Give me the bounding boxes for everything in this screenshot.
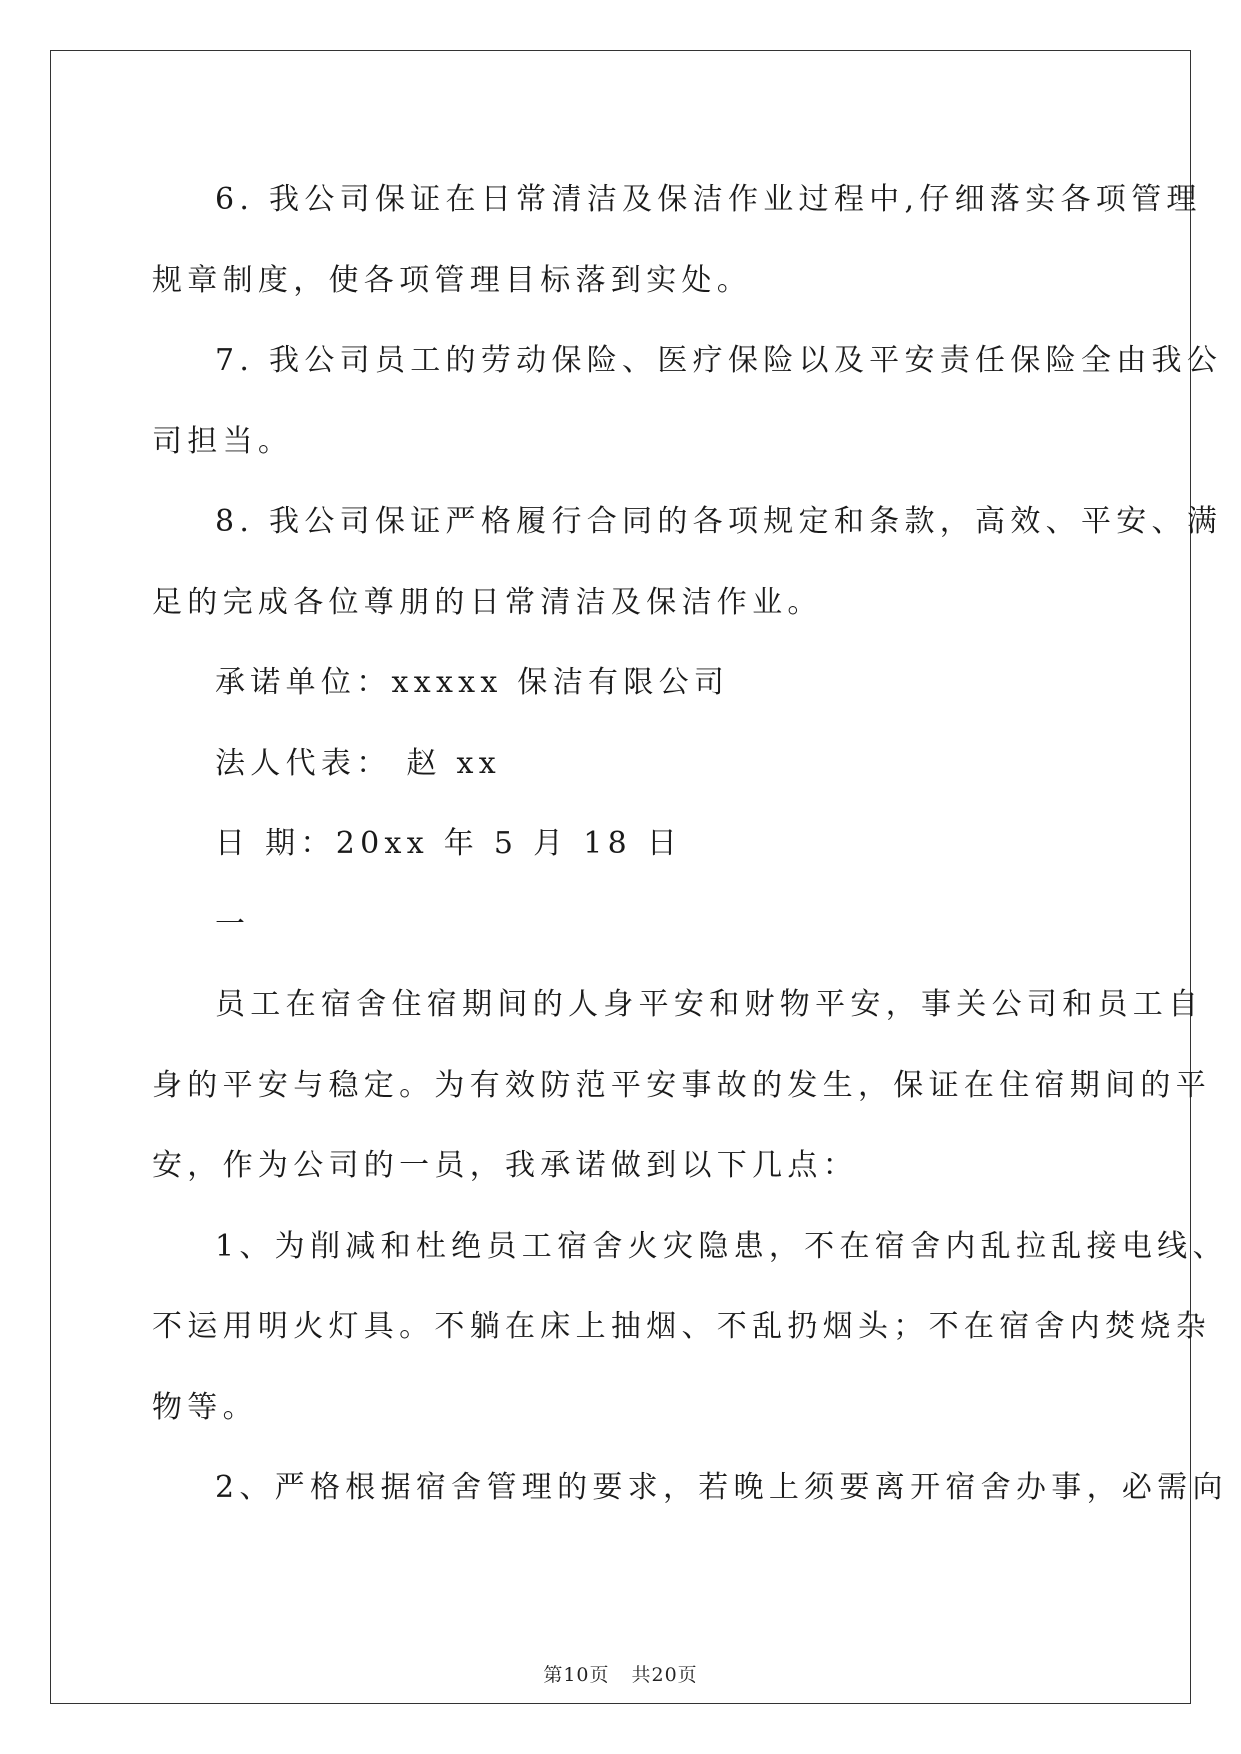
page-total: 共20页 [631,1664,698,1686]
text-line: 身的平安与稳定。为有效防范平安事故的发生，保证在住宿期间的平 [152,1067,1211,1103]
text-line: 6. 我公司保证在日常清洁及保洁作业过程中,仔细落实各项管理 [215,182,1202,217]
text-line: 2、严格根据宿舍管理的要求，若晚上须要离开宿舍办事，必需向 [215,1470,1228,1505]
text-line: 员工在宿舍住宿期间的人身平安和财物平安，事关公司和员工自 [215,987,1204,1022]
page-footer [0,1660,1241,1687]
text-line: 1、为削减和杜绝员工宿舍火灾隐患，不在宿舍内乱拉乱接电线、 [215,1228,1228,1264]
text-line: 8. 我公司保证严格履行合同的各项规定和条款，高效、平安、满 [215,504,1223,539]
signing-date: 日 期：20xx 年 5 月 18 日 [215,826,683,861]
signatory-company: 承诺单位：xxxxx 保洁有限公司 [215,665,730,700]
text-line: 物等。 [152,1389,258,1425]
text-line: 足的完成各位尊朋的日常清洁及保洁作业。 [152,584,823,620]
text-line: 安，作为公司的一员，我承诺做到以下几点： [152,1148,858,1183]
text-line: 7. 我公司员工的劳动保险、医疗保险以及平安责任保险全由我公 [215,343,1223,378]
text-line: 司担当。 [152,423,294,459]
legal-representative: 法人代表： 赵 xx [215,745,501,781]
document-body [152,160,1228,1529]
text-line: 不运用明火灯具。不躺在床上抽烟、不乱扔烟头；不在宿舍内焚烧杂 [152,1309,1211,1344]
page-number: 第10页 [543,1664,610,1686]
text-line: 规章制度，使各项管理目标落到实处。 [152,262,753,298]
section-marker: 一 [215,906,251,942]
